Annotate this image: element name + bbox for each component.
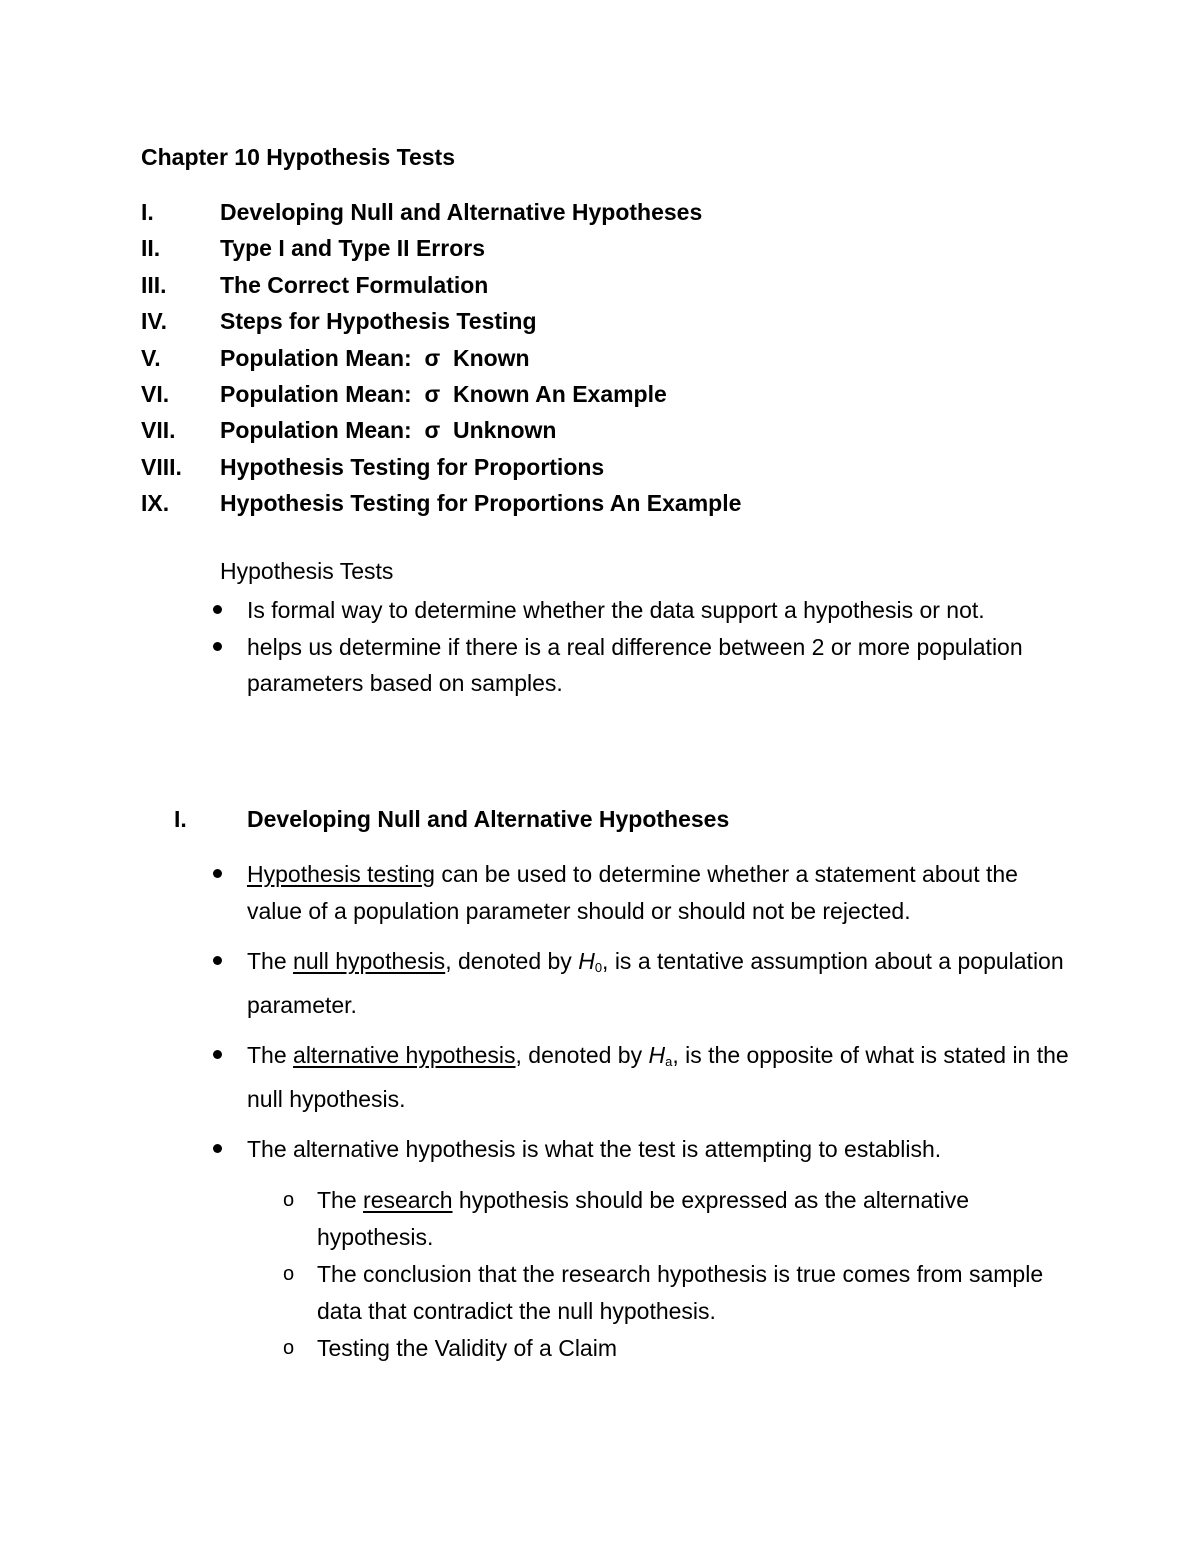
toc-item (141, 452, 741, 488)
list-item (247, 856, 1077, 929)
page-title: Chapter 10 Hypothesis Tests (141, 144, 456, 170)
toc-item-label: Population Mean: σ Known An Example (220, 380, 667, 407)
section-title: Developing Null and Alternative Hypotheses (247, 806, 730, 832)
list-item-text: , denoted by (445, 948, 579, 974)
toc-item (141, 343, 741, 379)
list-item-text: , is a tentative assumption about a population parameter. (247, 948, 1064, 1018)
section-heading (174, 806, 729, 833)
toc-item-number: IV. (141, 308, 168, 335)
symbol-subscript: a (665, 1054, 673, 1069)
toc-item-number: II. (141, 235, 161, 262)
toc-item-label: Type I and Type II Errors (220, 235, 485, 262)
toc-item (141, 197, 741, 233)
section-bullet-list (247, 856, 1077, 1381)
toc-item-number: IX. (141, 490, 170, 517)
list-item-text: hypothesis should be expressed as the alternative hypothesis. (317, 1186, 970, 1250)
list-item (247, 943, 1077, 1023)
circle-bullet-icon: o (283, 1262, 295, 1285)
toc-item-label: Population Mean: σ Unknown (220, 417, 557, 444)
toc-item (141, 306, 741, 342)
toc-item (141, 233, 741, 269)
list-item (247, 629, 1047, 702)
sub-list-item (283, 1256, 1047, 1330)
list-item-text: can be used to determine whether a statement about the value of a population parameter should or should not be rejected. (247, 861, 1018, 924)
list-item (247, 592, 1047, 629)
symbol-h: H (578, 948, 595, 974)
toc-item-number: V. (141, 344, 161, 371)
toc-item-label: Hypothesis Testing for Proportions (220, 453, 605, 480)
toc-item-label: Steps for Hypothesis Testing (220, 308, 537, 335)
toc-item-number: III. (141, 271, 167, 298)
list-item-text: The alternative hypothesis is what the test is attempting to establish. (247, 1136, 942, 1162)
list-item-text: Testing the Validity of a Claim (317, 1334, 617, 1361)
list-item-text: The conclusion that the research hypothesis is true comes from sample data that contradict the null hypothesis. (317, 1260, 1044, 1324)
toc-item (141, 488, 741, 524)
toc-item-number: VII. (141, 417, 176, 444)
table-of-contents (141, 197, 741, 525)
list-item-text: , is the opposite of what is stated in the null hypothesis. (247, 1042, 1069, 1112)
sub-bullet-list (283, 1182, 1047, 1367)
intro-heading: Hypothesis Tests (220, 558, 394, 584)
list-item (247, 1037, 1077, 1117)
toc-item-number: VI. (141, 380, 170, 407)
list-item-text: The (247, 948, 294, 974)
bullet-icon (213, 1050, 222, 1059)
bullet-icon (213, 1144, 222, 1153)
toc-item (141, 270, 741, 306)
bullet-icon (213, 605, 222, 614)
toc-item-label: Developing Null and Alternative Hypotheses (220, 199, 703, 225)
toc-item-label: Population Mean: σ Known (220, 344, 530, 371)
bullet-icon (213, 956, 222, 965)
toc-item-number: I. (141, 199, 154, 225)
term-research: research (363, 1186, 453, 1213)
toc-item-label: Hypothesis Testing for Proportions An Example (220, 490, 742, 517)
section-number: I. (174, 806, 187, 832)
term-hypothesis-testing: Hypothesis testing (247, 861, 435, 887)
list-item-text: The (247, 1042, 294, 1068)
circle-bullet-icon: o (283, 1188, 295, 1211)
list-item-text: Is formal way to determine whether the data support a hypothesis or not. (247, 597, 985, 623)
toc-item-label: The Correct Formulation (220, 271, 489, 298)
term-null-hypothesis: null hypothesis (293, 948, 446, 974)
intro-bullet-list (247, 592, 1047, 702)
sub-list-item (283, 1182, 1047, 1256)
toc-item (141, 415, 741, 451)
bullet-icon (213, 869, 222, 878)
list-item-text: , denoted by (515, 1042, 649, 1068)
term-alternative-hypothesis: alternative hypothesis (293, 1042, 516, 1068)
bullet-icon (213, 642, 222, 651)
list-item-text: helps us determine if there is a real difference between 2 or more population parameters based on samples. (247, 633, 1023, 696)
list-item-text: The (317, 1186, 364, 1213)
toc-item-number: VIII. (141, 453, 182, 480)
symbol-h: H (648, 1042, 666, 1068)
sub-list-item (283, 1330, 1047, 1367)
list-item (247, 1131, 1077, 1367)
symbol-subscript: 0 (594, 960, 603, 975)
toc-item (141, 379, 741, 415)
circle-bullet-icon: o (283, 1336, 295, 1359)
